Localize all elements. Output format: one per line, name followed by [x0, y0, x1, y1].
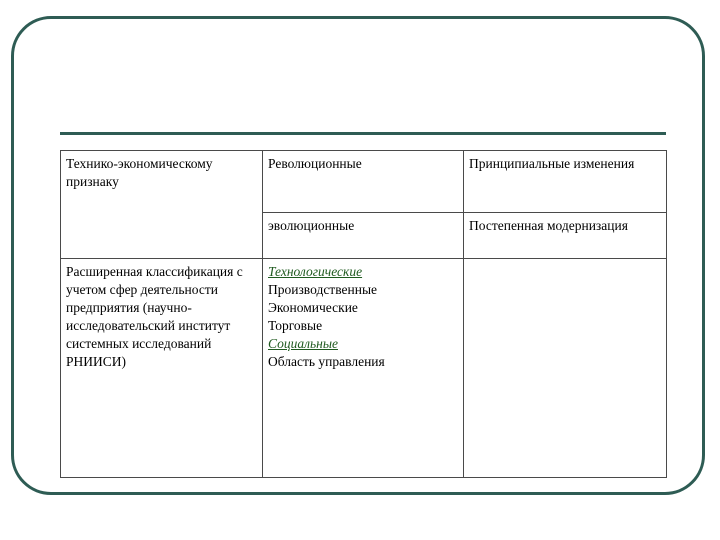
table-cell: Расширенная классификация с учетом сфер деятельности предприятия (научно-исследовательский институт системных исследований РНИИСИ): [61, 259, 263, 478]
table-cell-empty: [464, 259, 667, 478]
table-cell: Революционные: [263, 151, 464, 213]
classification-table: [60, 150, 667, 478]
table-cell: эволюционные: [263, 213, 464, 259]
table-cell: Технико-экономическому признаку: [61, 151, 263, 259]
sphere-item: Торговые: [268, 318, 323, 333]
sphere-item: Экономические: [268, 300, 358, 315]
table-cell: Постепенная модернизация: [464, 213, 667, 259]
table-row: [61, 259, 667, 478]
sphere-item: Производственные: [268, 282, 378, 297]
sphere-item: Область управления: [268, 354, 385, 369]
table-cell: Принципиальные изменения: [464, 151, 667, 213]
sphere-list-cell: [263, 259, 464, 478]
title-divider: [60, 132, 666, 135]
table-row: [61, 151, 667, 213]
sphere-item-link[interactable]: Социальные: [268, 336, 338, 351]
sphere-item-link[interactable]: Технологические: [268, 264, 363, 279]
